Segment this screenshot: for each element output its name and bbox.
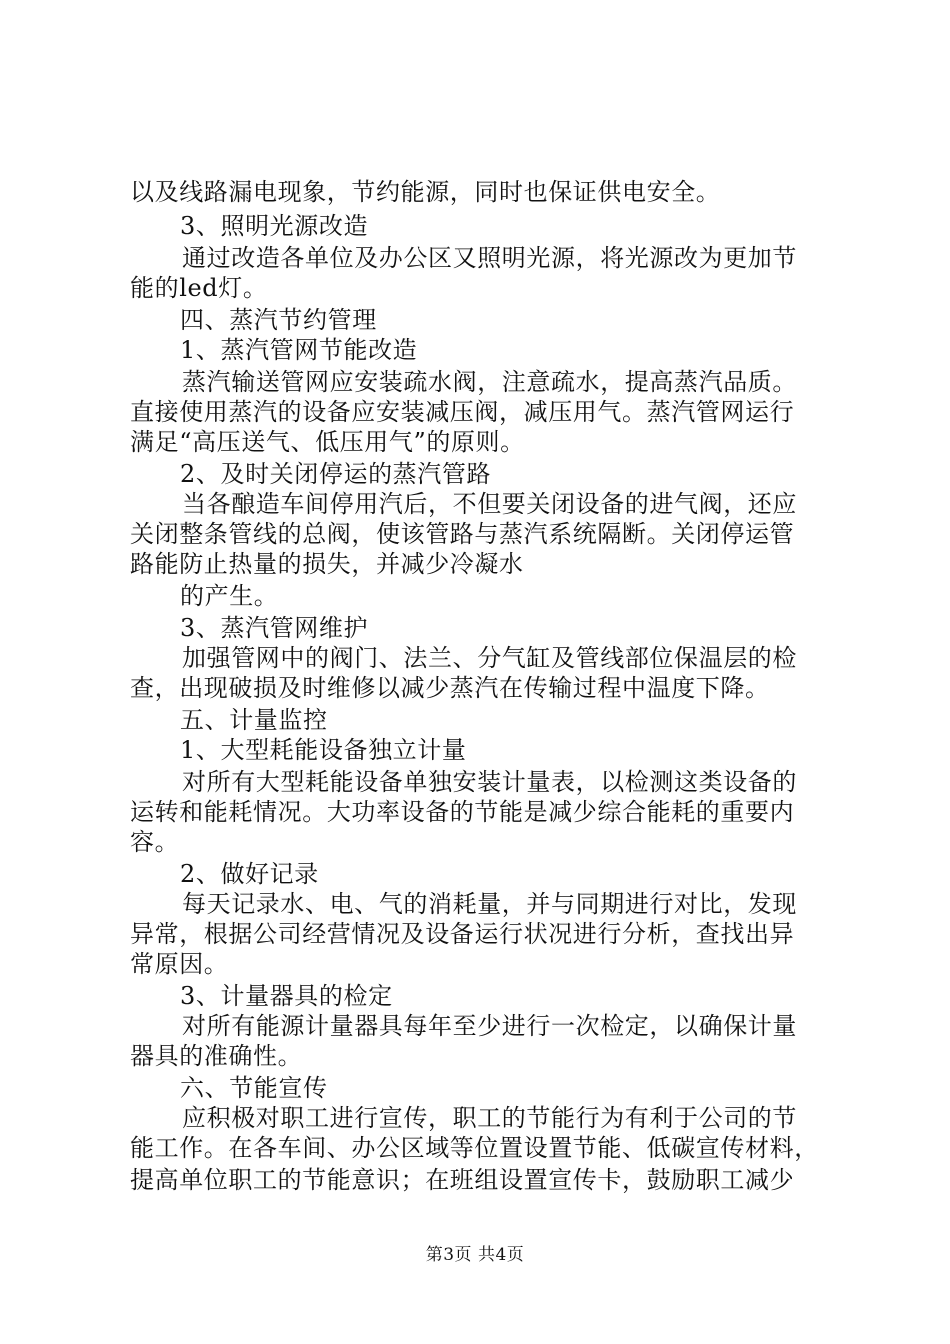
text-line: 常原因。	[130, 950, 229, 978]
text-line: 对所有大型耗能设备单独安装计量表，以检测这类设备的	[182, 768, 797, 796]
text-line: 通过改造各单位及办公区又照明光源，将光源改为更加节	[182, 244, 797, 272]
text-line: 的产生。	[180, 582, 279, 610]
text-line: 容。	[130, 828, 180, 856]
text-line: 关闭整条管线的总阀，使该管路与蒸汽系统隔断。关闭停运管	[130, 520, 795, 548]
text-line: 器具的准确性。	[130, 1042, 303, 1070]
text-line: 对所有能源计量器具每年至少进行一次检定，以确保计量	[182, 1012, 797, 1040]
text-line: 应积极对职工进行宣传，职工的节能行为有利于公司的节	[182, 1104, 797, 1132]
text-line: 每天记录水、电、气的消耗量，并与同期进行对比，发现	[182, 890, 797, 918]
section-heading: 六、节能宣传	[180, 1074, 328, 1102]
text-line: 运转和能耗情况。大功率设备的节能是减少综合能耗的重要内	[130, 798, 795, 826]
text-line: 直接使用蒸汽的设备应安装减压阀，减压用气。蒸汽管网运行	[130, 398, 795, 426]
text-line: 以及线路漏电现象，节约能源，同时也保证供电安全。	[130, 178, 721, 206]
text-line: 蒸汽输送管网应安装疏水阀，注意疏水，提高蒸汽品质。	[182, 368, 797, 396]
page-footer: 第3页 共4页	[425, 1245, 525, 1265]
section-heading: 1、大型耗能设备独立计量	[180, 736, 467, 764]
text-line: 当各酿造车间停用汽后，不但要关闭设备的进气阀，还应	[182, 490, 797, 518]
section-heading: 2、做好记录	[180, 860, 319, 888]
section-heading: 3、蒸汽管网维护	[180, 614, 369, 642]
text-line: 加强管网中的阀门、法兰、分气缸及管线部位保温层的检	[182, 644, 797, 672]
section-heading: 五、计量监控	[180, 706, 328, 734]
text-line: 能的led灯。	[130, 274, 268, 302]
text-line: 路能防止热量的损失，并减少冷凝水	[130, 550, 524, 578]
section-heading: 2、及时关闭停运的蒸汽管路	[180, 460, 492, 488]
section-heading: 3、照明光源改造	[180, 212, 369, 240]
section-heading: 1、蒸汽管网节能改造	[180, 336, 418, 364]
text-line: 满足“高压送气、低压用气”的原则。	[130, 428, 525, 456]
text-line: 查，出现破损及时维修以减少蒸汽在传输过程中温度下降。	[130, 674, 770, 702]
text-line: 异常，根据公司经营情况及设备运行状况进行分析，查找出异	[130, 920, 795, 948]
section-heading: 四、蒸汽节约管理	[180, 306, 377, 334]
section-heading: 3、计量器具的检定	[180, 982, 393, 1010]
text-line: 能工作。在各车间、办公区域等位置设置节能、低碳宣传材料，	[130, 1134, 819, 1162]
text-line: 提高单位职工的节能意识；在班组设置宣传卡，鼓励职工减少	[130, 1166, 795, 1194]
